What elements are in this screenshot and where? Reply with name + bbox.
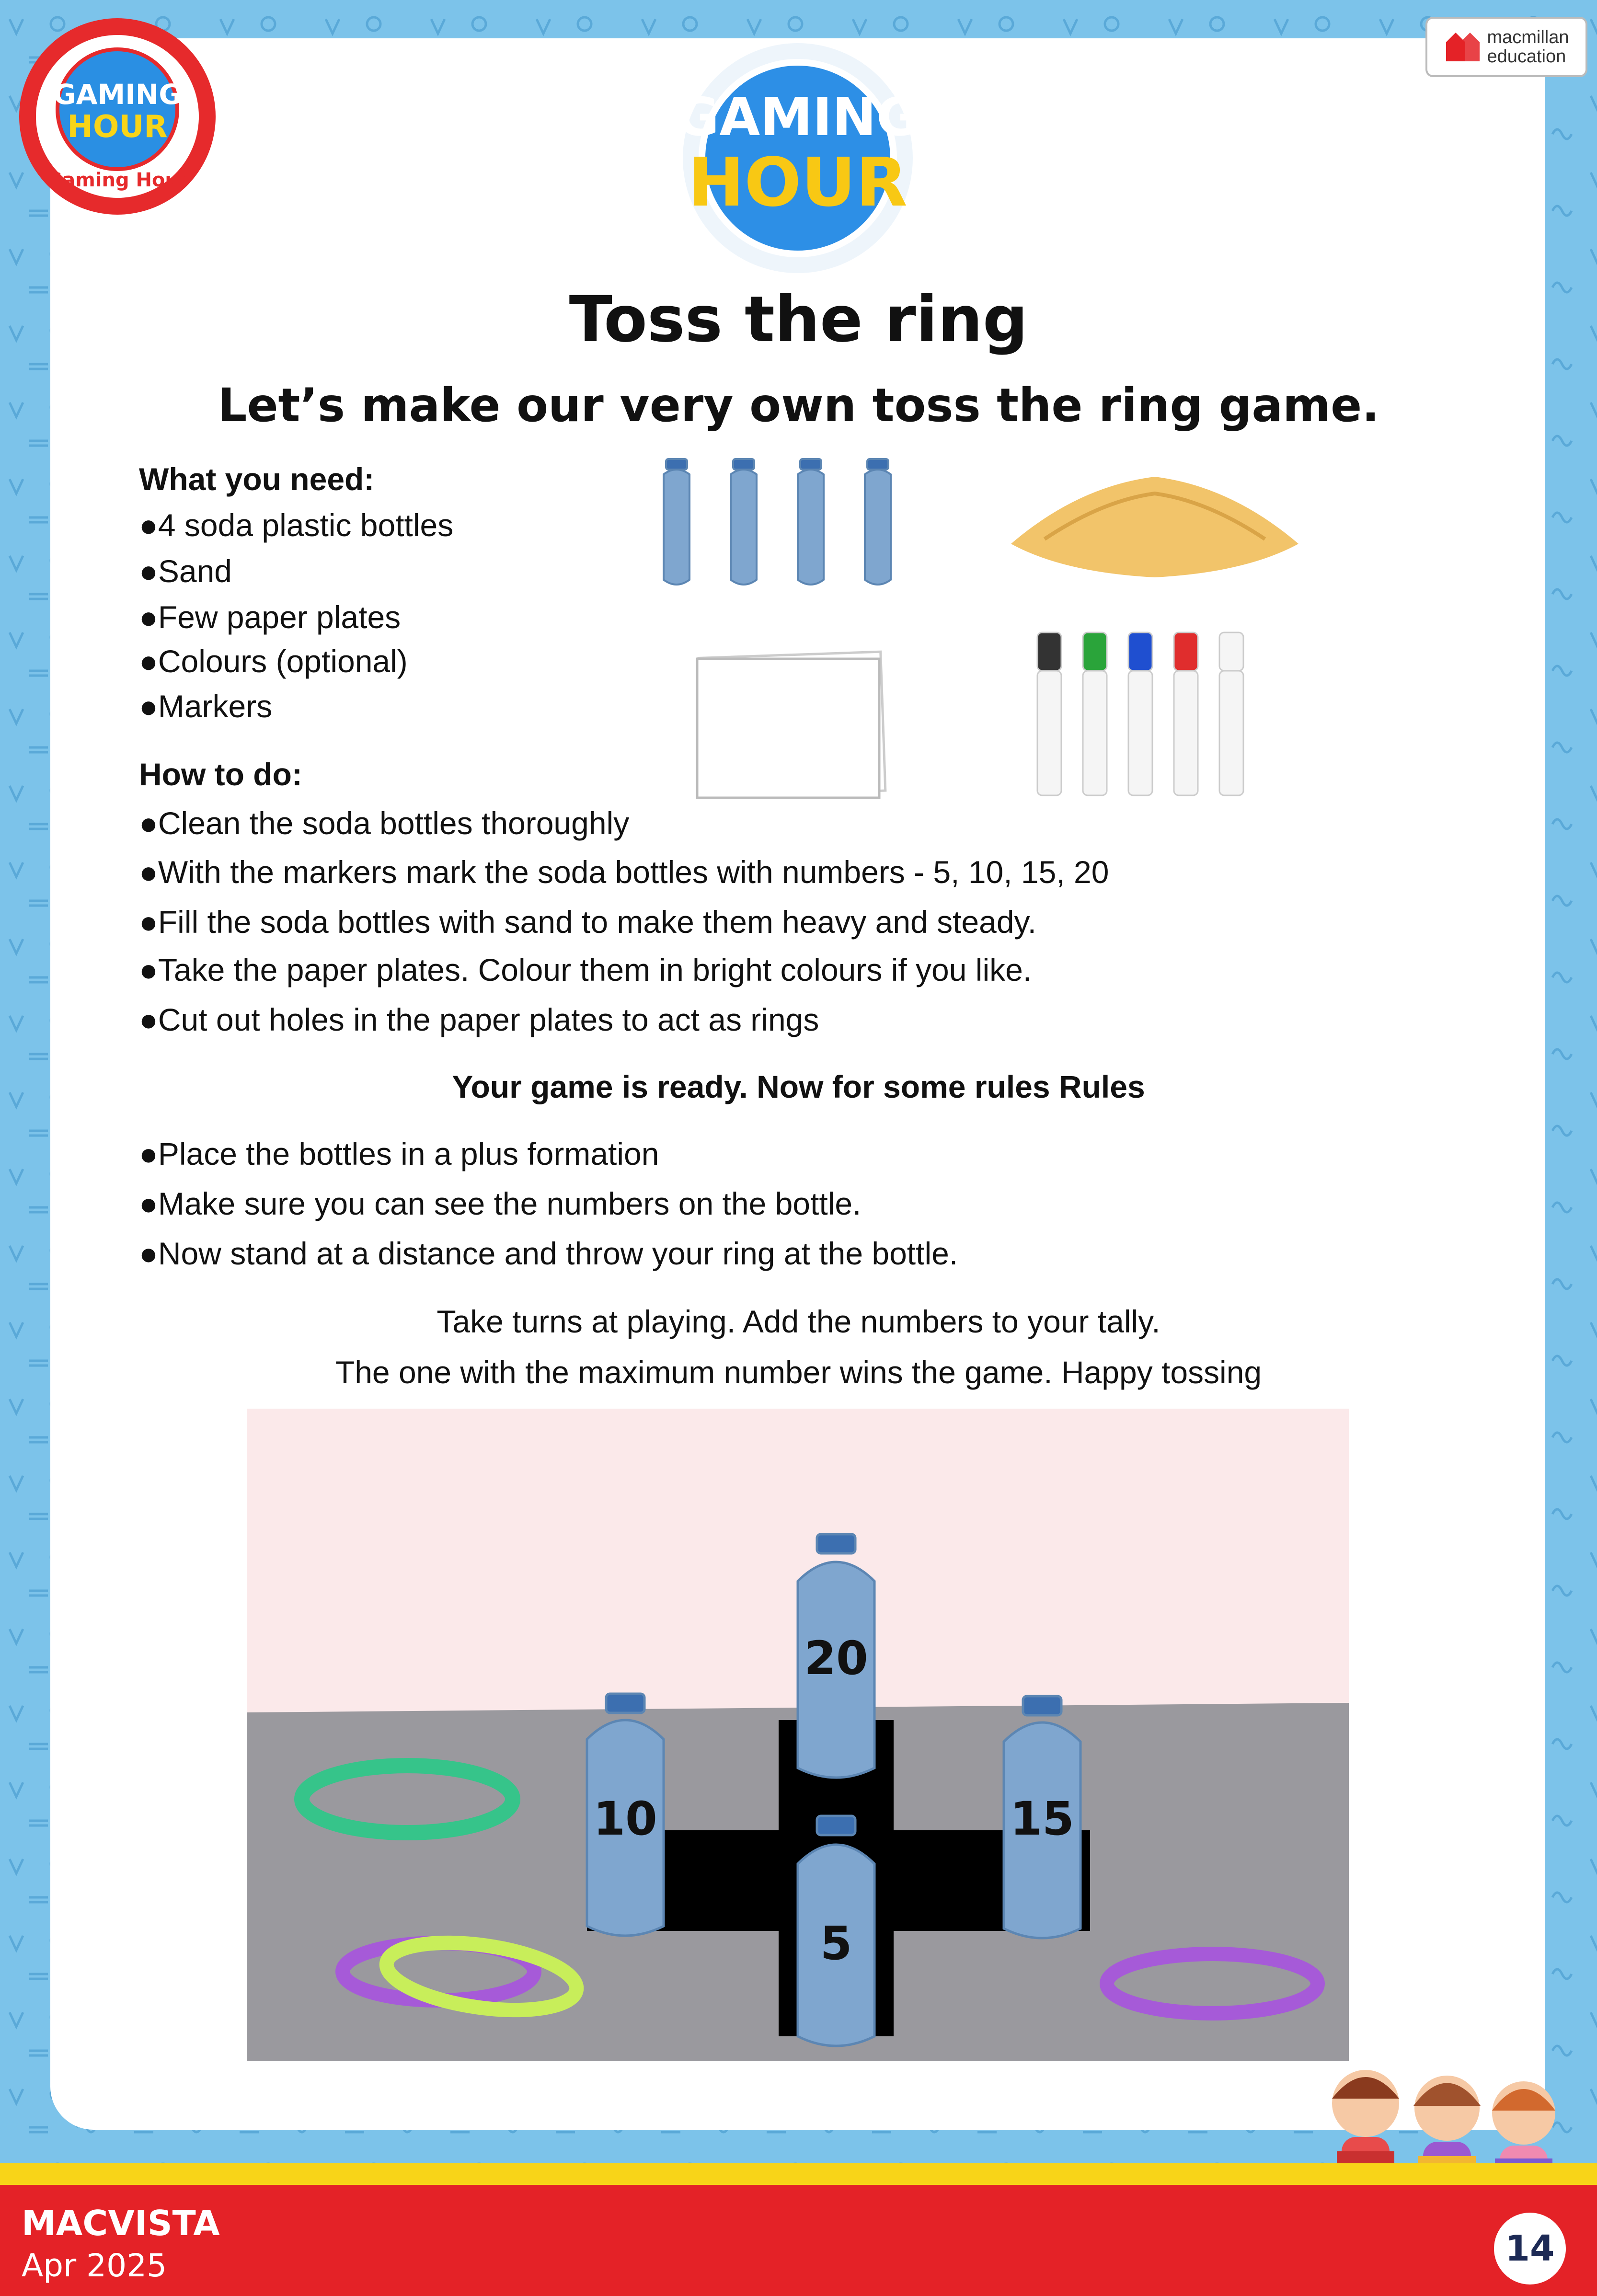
- bottle-label-left: 10: [593, 1792, 657, 1846]
- bottle-label-top: 20: [804, 1631, 868, 1685]
- howto-step: ●Take the paper plates. Colour them in bright colours if you like.: [139, 952, 1032, 987]
- footer-date: Apr 2025: [22, 2247, 167, 2284]
- corner-badge-top-text: GAMING: [53, 78, 182, 111]
- rule-item: ●Now stand at a distance and throw your ring at the bottle.: [139, 1236, 958, 1271]
- macmillan-mark-icon: [1444, 30, 1482, 64]
- bottle-label-right: 15: [1010, 1792, 1074, 1846]
- closing-line: Take turns at playing. Add the numbers to your tally.: [437, 1304, 1160, 1339]
- needs-item: ●Few paper plates: [139, 599, 401, 635]
- needs-item: ●4 soda plastic bottles: [139, 507, 454, 543]
- needs-item: ●Sand: [139, 553, 232, 589]
- footer-stripe: [0, 2163, 1597, 2185]
- markers-illustration: [1033, 628, 1263, 810]
- sand-pile-illustration: [1006, 467, 1303, 592]
- needs-heading: What you need:: [139, 461, 375, 497]
- gaming-hour-corner-badge: [14, 13, 220, 219]
- howto-step: ●With the markers mark the soda bottles with numbers - 5, 10, 15, 20: [139, 854, 1109, 890]
- howto-step: ●Fill the soda bottles with sand to make them heavy and steady.: [139, 904, 1036, 940]
- rule-item: ●Place the bottles in a plus formation: [139, 1136, 659, 1171]
- publisher-line1: macmillan: [1487, 27, 1569, 47]
- howto-step: ●Clean the soda bottles thoroughly: [139, 805, 630, 841]
- corner-badge-bottom-text: HOUR: [67, 109, 168, 145]
- footer-bar: [0, 2185, 1597, 2296]
- page-number: 14: [1494, 2213, 1566, 2285]
- corner-badge-ring-text: Gaming Hour: [46, 169, 188, 191]
- page-subtitle: Let’s make our very own toss the ring game.: [218, 379, 1379, 432]
- footer-brand: MACVISTA: [22, 2203, 220, 2243]
- page-title: Toss the ring: [569, 283, 1028, 356]
- rule-item: ●Make sure you can see the numbers on the bottle.: [139, 1186, 862, 1221]
- soda-bottles-illustration: [652, 455, 930, 604]
- macmillan-education-logo: [1425, 17, 1587, 77]
- paper-plates-illustration: [692, 649, 889, 803]
- main-logo-top-text: GAMING: [676, 86, 920, 148]
- game-illustration: [247, 1409, 1349, 2061]
- closing-line: The one with the maximum number wins the game. Happy tossing: [335, 1355, 1262, 1390]
- needs-item: ●Markers: [139, 689, 273, 724]
- rules-heading: Your game is ready. Now for some rules Rules: [452, 1069, 1145, 1104]
- main-logo-bottom-text: HOUR: [688, 144, 908, 222]
- howto-heading: How to do:: [139, 757, 302, 792]
- gaming-hour-main-logo: [668, 38, 927, 273]
- howto-step: ●Cut out holes in the paper plates to act as rings: [139, 1002, 819, 1037]
- bottle-label-bottom: 5: [820, 1917, 852, 1970]
- publisher-line2: education: [1487, 46, 1566, 67]
- needs-item: ●Colours (optional): [139, 643, 408, 679]
